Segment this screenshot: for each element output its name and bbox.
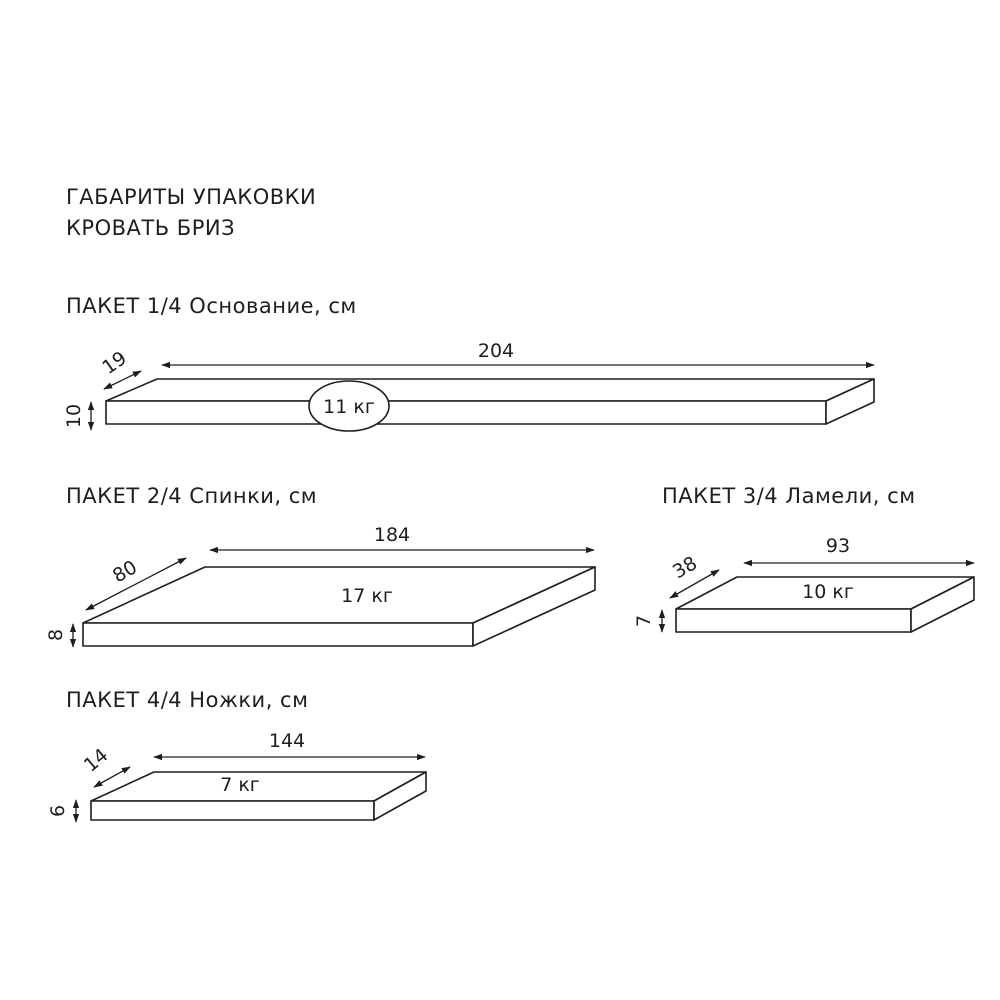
package-4-width: 14: [79, 744, 113, 777]
package-3-heading: ПАКЕТ 3/4 Ламели, см: [662, 484, 916, 508]
package-2-heading: ПАКЕТ 2/4 Спинки, см: [66, 484, 318, 508]
package-2-height: 8: [45, 628, 67, 642]
package-1: [63, 294, 874, 431]
package-1-height: 10: [63, 403, 85, 429]
package-2: [45, 484, 595, 647]
package-2-weight: 17 кг: [341, 585, 393, 607]
package-2-width: 80: [109, 556, 141, 588]
package-3-length: 93: [825, 535, 851, 557]
package-3-height: 7: [633, 614, 655, 628]
package-1-weight: 11 кг: [323, 396, 375, 418]
package-1-front-face: [106, 401, 826, 424]
title-line-1: ГАБАРИТЫ УПАКОВКИ: [66, 185, 317, 209]
title-line-2: КРОВАТЬ БРИЗ: [66, 216, 236, 240]
package-2-length: 184: [373, 524, 411, 546]
package-3-width: 38: [669, 552, 701, 584]
package-4-length: 144: [268, 730, 306, 752]
package-1-width: 19: [98, 347, 131, 380]
package-1-length: 204: [477, 340, 515, 362]
package-1-heading: ПАКЕТ 1/4 Основание, см: [66, 294, 357, 318]
package-1-top-face: [106, 379, 874, 401]
package-3: [633, 484, 974, 632]
package-4-heading: ПАКЕТ 4/4 Ножки, см: [66, 688, 309, 712]
package-4-height: 6: [47, 804, 69, 818]
package-4-front-face: [91, 801, 374, 820]
package-2-front-face: [83, 623, 473, 646]
package-4: [47, 688, 426, 822]
package-3-weight: 10 кг: [802, 581, 854, 603]
package-3-front-face: [676, 609, 911, 632]
package-4-weight: 7 кг: [220, 774, 260, 796]
